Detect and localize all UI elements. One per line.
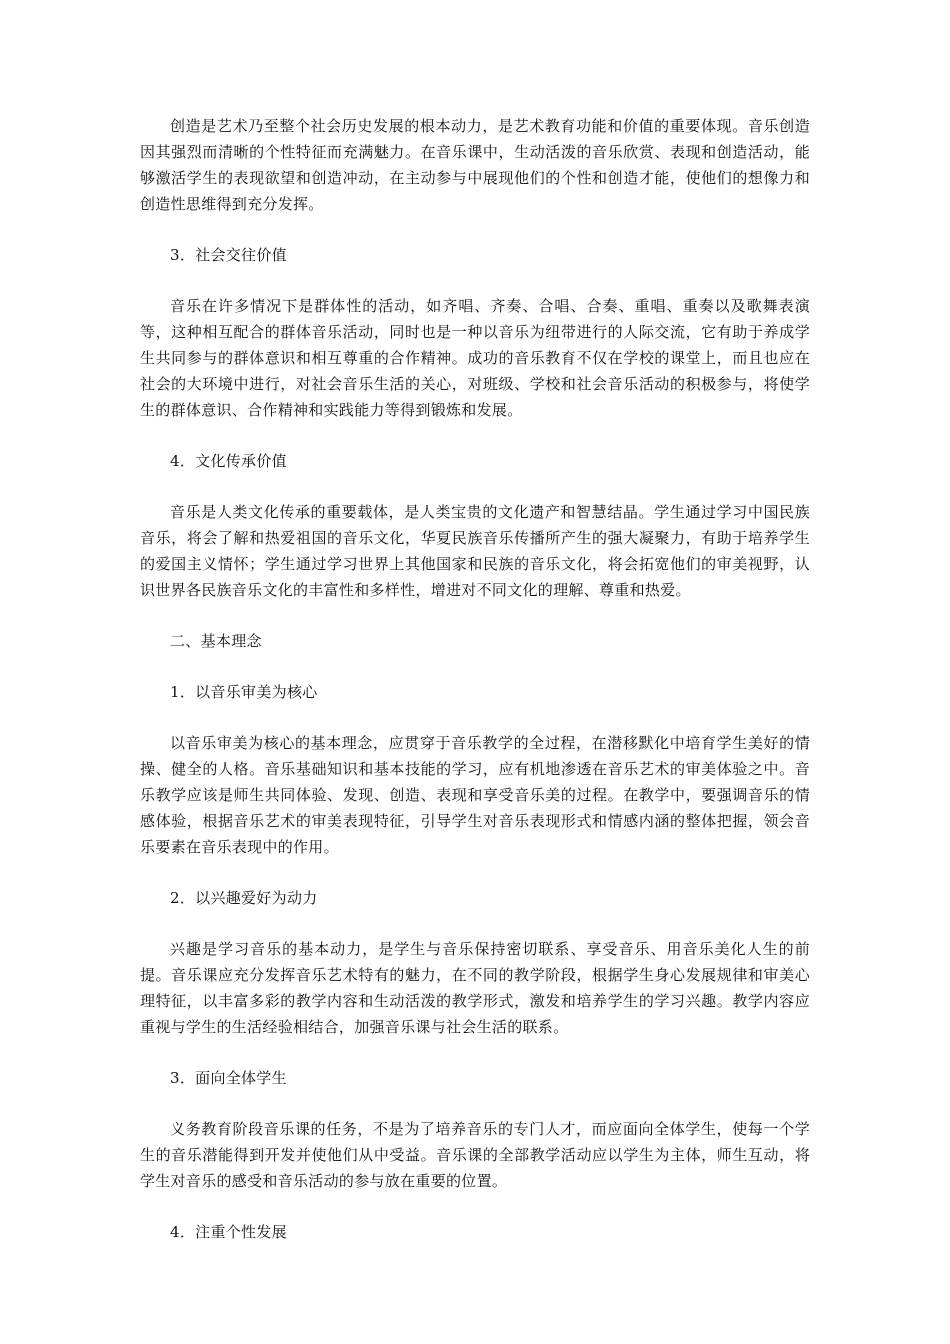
paragraph-all-students: 义务教育阶段音乐课的任务，不是为了培养音乐的专门人才，而应面向全体学生，使每一个学生的音乐潜能得到开发并使他们从中受益。音乐课的全部教学活动应以学生为主体，师生互动，将学生对音乐的感受和音乐活动的参与放在重要的位置。 xyxy=(140,1120,810,1190)
heading-individual-development: 4．注重个性发展 xyxy=(170,1223,287,1241)
paragraph-interest-motivation: 兴趣是学习音乐的基本动力，是学生与音乐保持密切联系、享受音乐、用音乐美化人生的前提。音乐课应充分发挥音乐艺术特有的魅力，在不同的教学阶段，根据学生身心发展规律和审美心理特征，以丰富多彩的教学内容和生动活泼的教学形式，激发和培养学生的学习兴趣。教学内容应重视与学生的生活经验相结合，加强音乐课与社会生活的联系。 xyxy=(140,940,810,1036)
heading-basic-concepts: 二、基本理念 xyxy=(170,632,262,650)
heading-cultural-value: 4．文化传承价值 xyxy=(170,452,287,470)
paragraph-aesthetic-core: 以音乐审美为核心的基本理念，应贯穿于音乐教学的全过程，在潜移默化中培育学生美好的情操、健全的人格。音乐基础知识和基本技能的学习，应有机地渗透在音乐艺术的审美体验之中。音乐教学应该是师生共同体验、发现、创造、表现和享受音乐美的过程。在教学中，要强调音乐的情感体验，根据音乐艺术的审美表现特征，引导学生对音乐表现形式和情感内涵的整体把握，领会音乐要素在音乐表现中的作用。 xyxy=(140,734,810,856)
paragraph-social-value: 音乐在许多情况下是群体性的活动，如齐唱、齐奏、合唱、合奏、重唱、重奏以及歌舞表演等，这种相互配合的群体音乐活动，同时也是一种以音乐为纽带进行的人际交流，它有助于养成学生共同参与的群体意识和相互尊重的合作精神。成功的音乐教育不仅在学校的课堂上，而且也应在社会的大环境中进行，对社会音乐生活的关心，对班级、学校和社会音乐活动的积极参与，将使学生的群体意识、合作精神和实践能力等得到锻炼和发展。 xyxy=(140,297,810,419)
paragraph-creativity: 创造是艺术乃至整个社会历史发展的根本动力，是艺术教育功能和价值的重要体现。音乐创造因其强烈而清晰的个性特征而充满魅力。在音乐课中，生动活泼的音乐欣赏、表现和创造活动，能够激活学生的表现欲望和创造冲动，在主动参与中展现他们的个性和创造才能，使他们的想像力和创造性思维得到充分发挥。 xyxy=(140,117,810,213)
heading-social-value: 3．社会交往价值 xyxy=(170,246,287,264)
heading-aesthetic-core: 1．以音乐审美为核心 xyxy=(170,683,318,701)
heading-all-students: 3．面向全体学生 xyxy=(170,1069,287,1087)
heading-interest-motivation: 2．以兴趣爱好为动力 xyxy=(170,889,318,907)
document-body xyxy=(140,113,810,1270)
paragraph-cultural-value: 音乐是人类文化传承的重要载体，是人类宝贵的文化遗产和智慧结晶。学生通过学习中国民族音乐，将会了解和热爱祖国的音乐文化，华夏民族音乐传播所产生的强大凝聚力，有助于培养学生的爱国主义情怀；学生通过学习世界上其他国家和民族的音乐文化，将会拓宽他们的审美视野，认识世界各民族音乐文化的丰富性和多样性，增进对不同文化的理解、尊重和热爱。 xyxy=(140,503,810,599)
